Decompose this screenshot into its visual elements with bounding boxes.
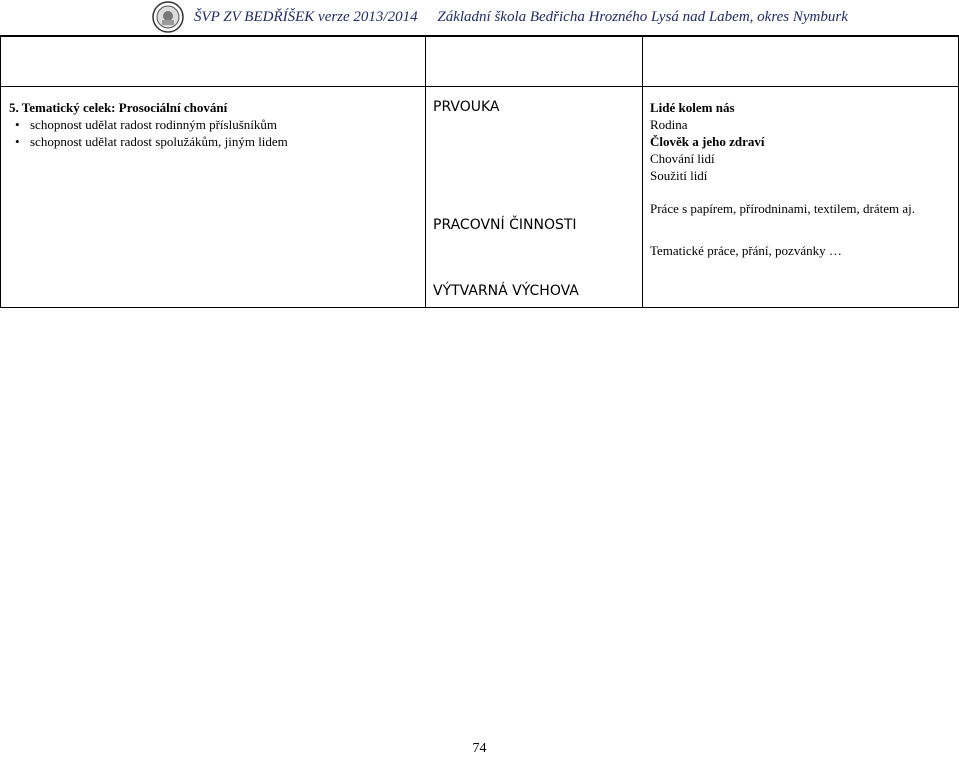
- subject-vytvarna-vychova: VÝTVARNÁ VÝCHOVA: [433, 283, 579, 299]
- header-version: verze 2013/2014: [318, 8, 418, 25]
- header-text: [194, 9, 848, 26]
- unit-cell: [9, 99, 288, 150]
- row-divider: [1, 86, 958, 87]
- subject-prvouka: PRVOUKA: [433, 99, 500, 115]
- topic-item: Lidé kolem nás: [650, 100, 735, 115]
- topic-pracovni: Práce s papírem, přírodninami, textilem, drátem aj.: [650, 201, 915, 216]
- unit-title: 5. Tematický celek: Prosociální chování: [9, 100, 228, 115]
- subject-pracovni-cinnosti: PRACOVNÍ ČINNOSTI: [433, 217, 577, 233]
- header-school: Základní škola Bedřicha Hrozného Lysá nad Labem, okres Nymburk: [437, 8, 848, 25]
- outcome-item: • schopnost udělat radost spolužákům, jiným lidem: [9, 133, 288, 150]
- outcome-item: • schopnost udělat radost rodinným příslušníkům: [9, 116, 288, 133]
- column-divider: [642, 37, 643, 307]
- topic-vytvarna: Tematické práce, přání, pozvánky …: [650, 243, 842, 258]
- header-program: ŠVP ZV BEDŘÍŠEK: [194, 8, 315, 25]
- topics-prvouka: [650, 99, 764, 184]
- school-seal-logo: [150, 1, 186, 33]
- page-number: 74: [472, 741, 487, 756]
- topic-item: Soužití lidí: [650, 168, 708, 183]
- topic-item: Člověk a jeho zdraví: [650, 134, 765, 149]
- topic-item: Chování lidí: [650, 151, 715, 166]
- curriculum-table: [0, 35, 959, 308]
- outcome-list: [9, 116, 288, 150]
- topic-item: Rodina: [650, 117, 688, 132]
- column-divider: [425, 37, 426, 307]
- page-header: [150, 0, 950, 34]
